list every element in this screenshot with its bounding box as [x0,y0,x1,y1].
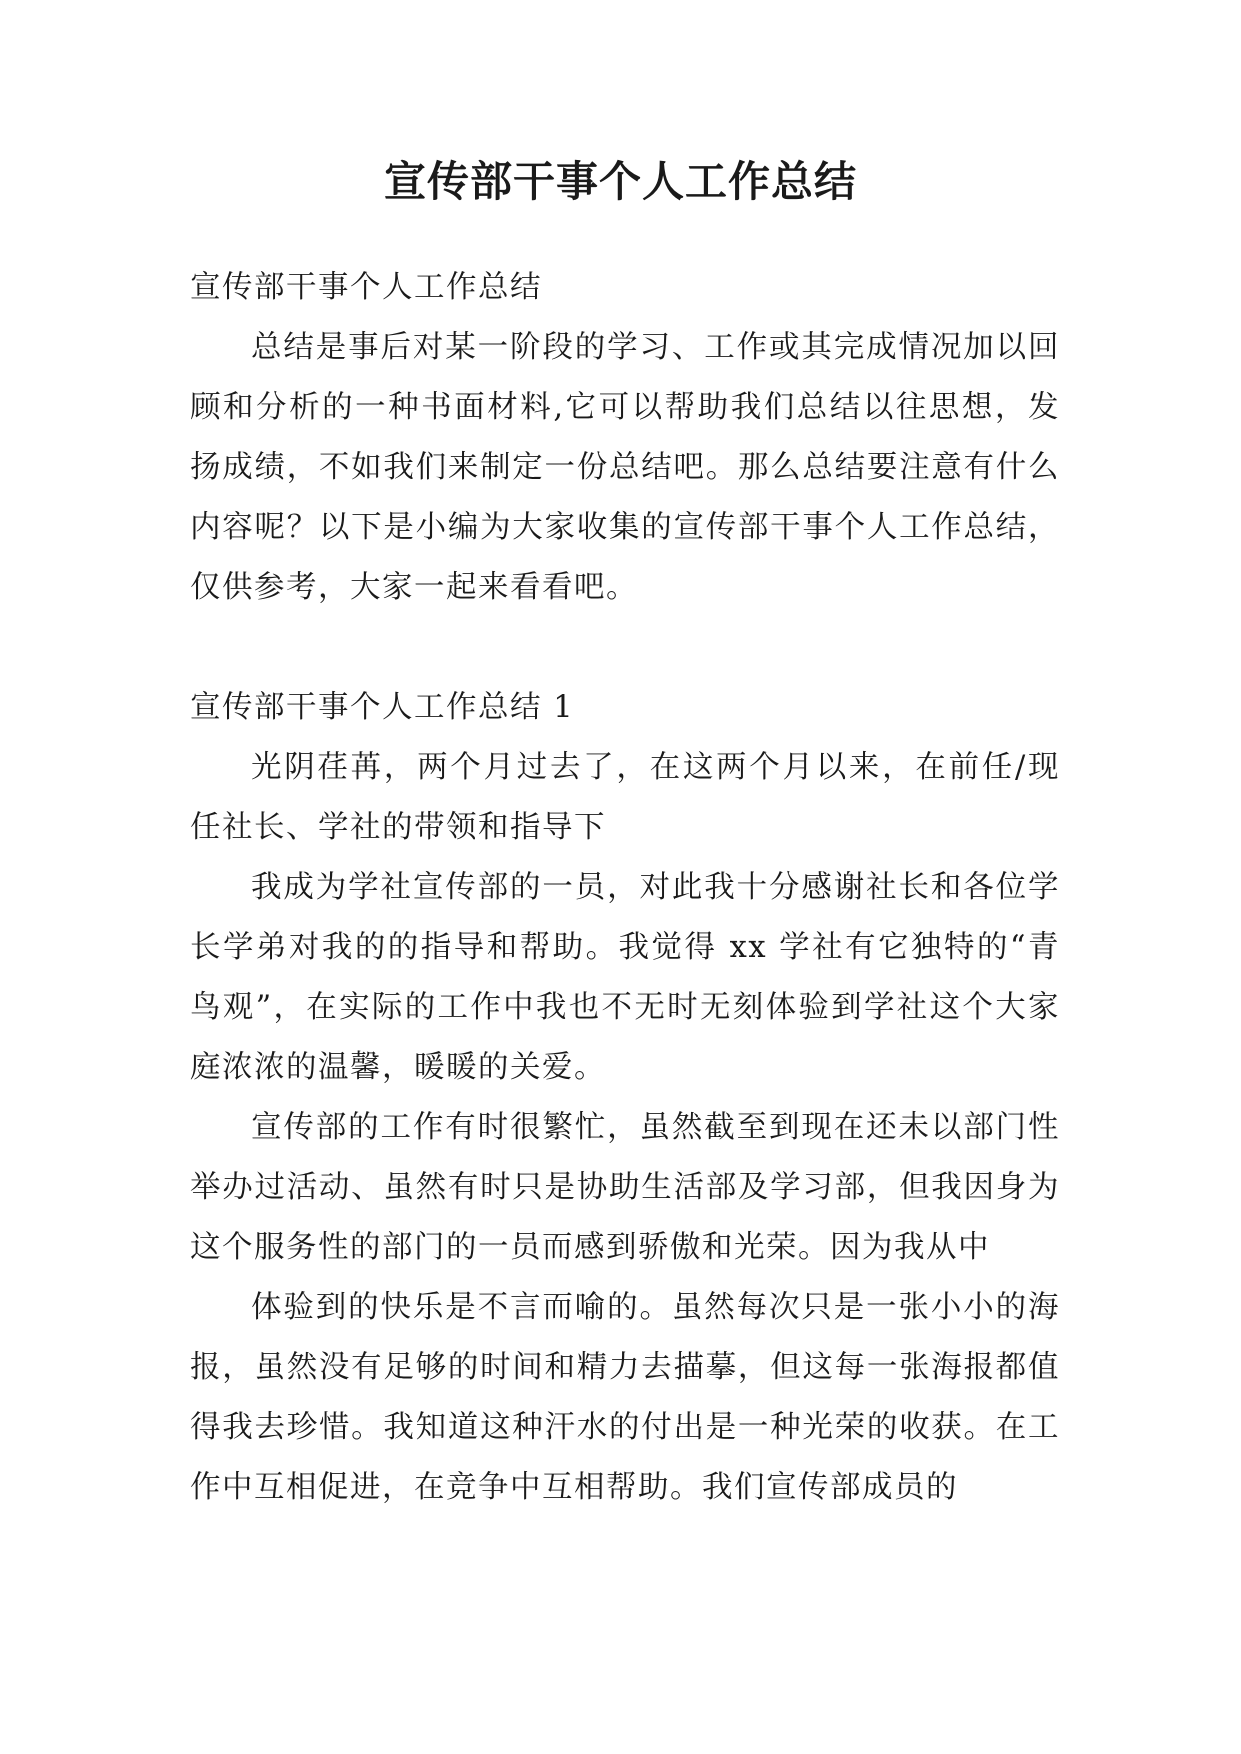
body-paragraph: 光阴荏苒，两个月过去了，在这两个月以来，在前任/现任社长、学社的带领和指导下 [190,750,1060,845]
intro-paragraph: 总结是事后对某一阶段的学习、工作或其完成情况加以回顾和分析的一种书面材料,它可以帮助我们总结以往思想，发扬成绩，不如我们来制定一份总结吧。那么总结要注意有什么内容呢？以下是小编为大家收集的宣传部干事个人工作总结，仅供参考，大家一起来看看吧。 [190,330,1060,605]
body-paragraph: 宣传部的工作有时很繁忙，虽然截至到现在还未以部门性举办过活动、虽然有时只是协助生活部及学习部，但我因身为这个服务性的部门的一员而感到骄傲和光荣。因为我从中 [190,1110,1060,1265]
body-paragraph: 体验到的快乐是不言而喻的。虽然每次只是一张小小的海报，虽然没有足够的时间和精力去描摹，但这每一张海报都值得我去珍惜。我知道这种汗水的付出是一种光荣的收获。在工作中互相促进，在竞争中互相帮助。我们宣传部成员的 [190,1290,1060,1505]
body-paragraph: 我成为学社宣传部的一员，对此我十分感谢社长和各位学长学弟对我的的指导和帮助。我觉得 xx 学社有它独特的“青鸟观”，在实际的工作中我也不无时无刻体验到学社这个大家庭浓浓的温馨，暖暖的关爱。 [190,870,1060,1085]
document-title: 宣传部干事个人工作总结 [383,157,857,206]
section-heading-1: 宣传部干事个人工作总结 1 [190,690,575,725]
section-heading: 宣传部干事个人工作总结 [190,270,542,305]
document-body [190,258,1060,1518]
